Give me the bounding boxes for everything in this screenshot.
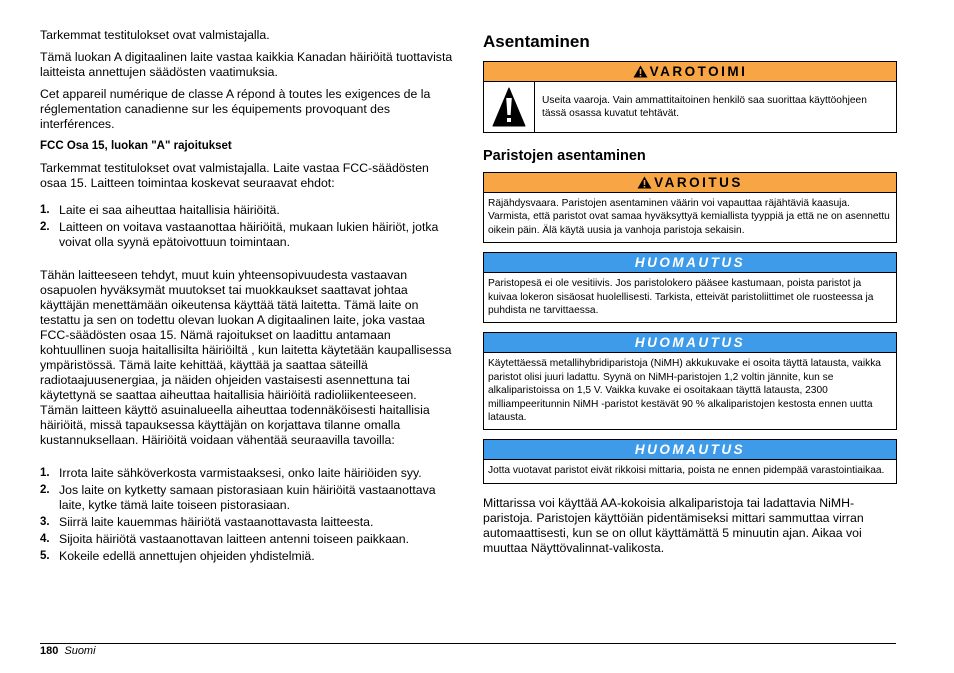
page-number: 180 [40, 645, 59, 657]
list-text: Jos laite on kytketty samaan pistorasiaan kuin häiriöitä vastaanottava laite, kytke tämä laite toiseen pistorasiaan. [59, 483, 436, 512]
caution-box [483, 61, 897, 133]
list-text: Sijoita häiriötä vastaanottavan laitteen antenni toiseen paikkaan. [59, 532, 410, 546]
note-text: Jotta vuotavat paristot eivät rikkoisi mittaria, poista ne ennen pidempää varastointiaikaa. [488, 465, 885, 477]
footer-language: Suomi [64, 645, 96, 657]
remedy-list [40, 466, 456, 564]
warning-text: Räjähdysvaara. Paristojen asentaminen väärin voi vapauttaa räjähtäviä kaasuja. Varmista, että paristot ovat samaa hyväksyttyä kemiallista tyyppiä ja että ne on asennettu oikein päin. Älä käytä uusia ja vanhoja paristoja sekaisin. [488, 198, 890, 236]
list-item [40, 203, 456, 218]
list-item [40, 466, 456, 481]
list-number: 5. [40, 550, 50, 562]
caution-label: VAROTOIMI [649, 64, 748, 79]
list-item [40, 549, 456, 564]
caution-body [484, 82, 896, 132]
note-box [483, 332, 897, 430]
page-title: Asentaminen [483, 32, 590, 51]
warning-triangle-icon [637, 176, 652, 189]
warning-box [483, 172, 897, 243]
list-text: Laite ei saa aiheuttaa haitallisia häiriöitä. [59, 203, 280, 217]
paragraph: Mittarissa voi käyttää AA-kokoisia alkaliparistoja tai ladattavia NiMH-paristoja. Paristojen käyttöiän pidentämiseksi mittari sammuttaa virran automaattisesti, kun se on ollut käyttämättä 5 minuutin ajan. Aikaa voi muuttaa Näyttövalinnat-valikosta. [483, 495, 864, 555]
section-heading: FCC Osa 15, luokan "A" rajoitukset [40, 140, 232, 152]
list-number: 2. [40, 221, 50, 233]
list-number: 3. [40, 516, 50, 528]
caution-text: Useita vaaroja. Vain ammattitaitoinen henkilö saa suorittaa käyttöohjeen tässä osassa kuvatut tehtävät. [542, 94, 867, 119]
list-number: 1. [40, 204, 50, 216]
paragraph: Cet appareil numérique de classe A répond à toutes les exigences de la réglementation canadienne sur les équipements provoquant des interférences. [40, 87, 431, 131]
note-text: Käytettäessä metallihybridiparistoja (NiMH) akkukuvake ei osoita täyttä latausta, vaikka paristot olisi juuri ladattu. Syynä on NiMH-paristojen 1,2 voltin jännite, kun se alkaliparistoissa on 1,5 V. Vaikka kuvake ei osoitakaan täyttä latausta, 2300 milliampeeritunnin NiMH -paristot kestävät 90 % alkaliparistojen kestosta ennen uutta latausta. [488, 358, 881, 424]
list-number: 1. [40, 467, 50, 479]
note-header: HUOMAUTUS [484, 333, 896, 353]
paragraph: Tämä luokan A digitaalinen laite vastaa kaikkia Kanadan häiriöitä tuottavista laitteista annettujen säädösten vaatimuksia. [40, 50, 453, 79]
list-text: Laitteen on voitava vastaanottaa häiriöitä, mukaan lukien häiriöt, jotka voivat olla syynä epätoivottuun toimintaan. [59, 220, 439, 249]
warning-header [484, 173, 896, 193]
page-footer [40, 645, 96, 658]
right-column [483, 28, 897, 556]
list-item [40, 483, 456, 513]
list-text: Kokeile edellä annettujen ohjeiden yhdistelmiä. [59, 549, 315, 563]
paragraph: Tarkemmat testitulokset ovat valmistajalla. [40, 28, 270, 42]
left-column [40, 28, 456, 566]
note-header: HUOMAUTUS [484, 440, 896, 460]
paragraph: Tarkemmat testitulokset ovat valmistajalla. Laite vastaa FCC-säädösten osaa 15. Laitteen toimintaa koskevat seuraavat ehdot: [40, 161, 429, 190]
danger-exclamation-icon [484, 82, 535, 132]
warning-label: VAROITUS [654, 175, 743, 190]
note-text: Paristopesä ei ole vesitiivis. Jos paristolokero pääsee kastumaan, poista paristot ja kuivaa lokeron sisäosat huolellisesti. Tarkista, etteivät paristoliittimet ole ruosteessa ja puhdista ne tarvittaessa. [488, 278, 874, 317]
warning-triangle-icon [633, 65, 648, 78]
list-item [40, 532, 456, 547]
note-box [483, 252, 897, 323]
list-text: Irrota laite sähköverkosta varmistaaksesi, onko laite häiriöiden syy. [59, 466, 422, 480]
list-number: 2. [40, 484, 50, 496]
list-text: Siirrä laite kauemmas häiriötä vastaanottavasta laitteesta. [59, 515, 374, 529]
list-item [40, 220, 456, 250]
caution-header [484, 62, 896, 82]
note-header: HUOMAUTUS [484, 253, 896, 273]
list-item [40, 515, 456, 530]
conditions-list [40, 203, 456, 250]
list-number: 4. [40, 533, 50, 545]
footer-divider [40, 643, 896, 644]
paragraph: Tähän laitteeseen tehdyt, muut kuin yhteensopivuudesta vastaavan osapuolen hyväksymät muutokset tai muokkaukset saattavat johtaa käyttäjän menettämään oikeutensa käyttää tätä laitetta. Tämä laite on testattu ja sen on todettu olevan luokan A digitaalinen laite, joka vastaa FCC-säädösten osaa 15. Nämä rajoitukset on laadittu antamaan kohtuullinen suoja haitallisilta häiriöiltä , kun laitetta käytetään kaupallisessa ympäristössä. Tämä laite kehittää, käyttää ja saattaa säteillä radiotaajuusenergiaa, ja näiden ohjeiden vastaisesti asennettuna tai käytettynä se saattaa aiheuttaa haitallisia häiriöitä radioliikenteeseen. Tämän laitteen käyttö asuinalueella aiheuttaa todennäköisesti haitallisia häiriöitä, missä tapauksessa käyttäjän on korjattava tilanne omalla kustannuksellaan. Häiriöitä voidaan vähentää seuraavilla tavoilla: [40, 268, 452, 447]
note-box [483, 439, 897, 483]
section-title: Paristojen asentaminen [483, 148, 646, 164]
